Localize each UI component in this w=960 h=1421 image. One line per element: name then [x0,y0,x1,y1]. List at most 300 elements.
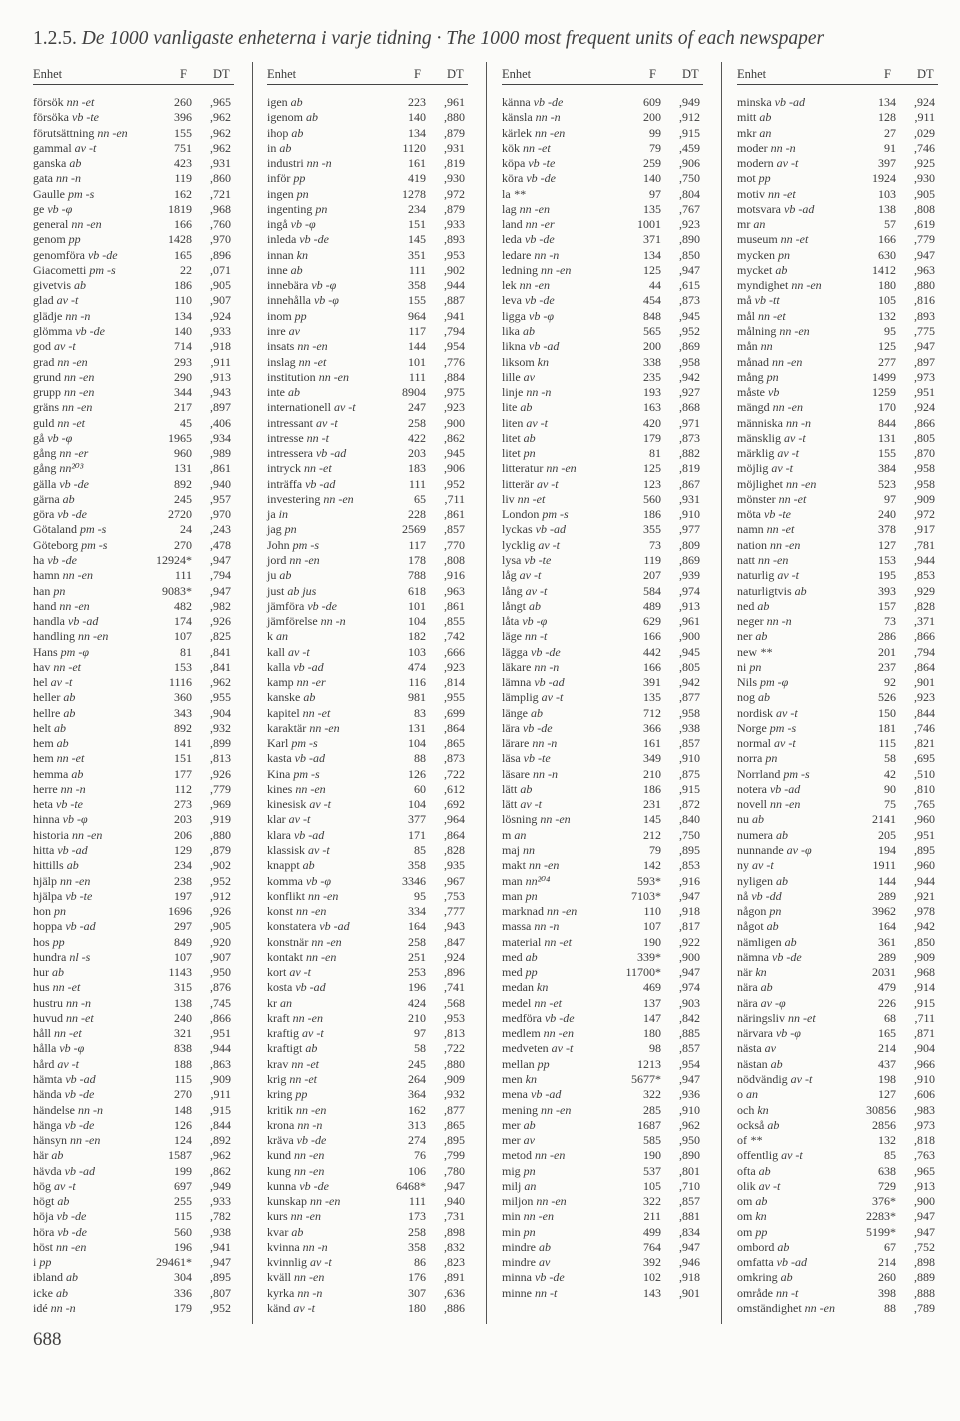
frequency-cell: 593* [637,873,661,888]
unit-tag: nn -n [526,385,552,400]
unit-word: ihop [267,125,289,140]
dispersion-cell: ,955 [210,690,231,705]
dispersion-cell: ,864 [444,827,465,842]
dispersion-cell: ,970 [210,232,231,247]
frequency-cell: 91 [884,140,896,155]
table-row [737,919,938,934]
unit-word: givetvis [33,278,71,293]
unit-tag: pn [523,1224,536,1239]
column-rows [737,95,938,1316]
table-row [267,461,468,476]
table-row [502,278,703,293]
unit-word: hävda [33,1163,62,1178]
unit-cell [33,919,96,934]
frequency-cell: 124 [174,1133,192,1148]
unit-cell [737,553,788,568]
unit-word: lång [502,583,523,598]
table-row [502,339,703,354]
unit-tag: ab [288,385,300,400]
frequency-cell: 392 [643,1255,661,1270]
table-row [737,1209,938,1224]
unit-tag: nn -n [535,110,561,125]
unit-word: innehålla [267,293,311,308]
table-row [502,950,703,965]
unit-word: ligga [502,308,526,323]
unit-cell [737,263,787,278]
unit-word: försöka [33,110,69,125]
unit-tag: av -t [784,430,806,445]
frequency-cell: 848 [643,308,661,323]
unit-word: läsa [502,751,521,766]
frequency-cell: 245 [174,491,192,506]
unit-word: ja [267,507,276,522]
unit-cell [737,339,773,354]
unit-tag: ab [520,400,533,415]
frequency-cell: 270 [174,537,192,552]
dispersion-cell: ,885 [679,1026,700,1041]
frequency-cell: 153 [174,659,192,674]
table-row [737,599,938,614]
unit-word: kund [267,1148,291,1163]
unit-word: kort [267,965,287,980]
frequency-cell: 126 [174,1117,192,1132]
frequency-cell: 117 [408,537,426,552]
dispersion-cell: ,746 [914,720,935,735]
unit-tag: ab [780,1270,793,1285]
table-row [737,431,938,446]
unit-word: låta [502,614,520,629]
unit-cell [502,782,532,797]
table-row [267,797,468,812]
frequency-cell: 11700* [625,965,661,980]
dispersion-cell: ,952 [210,1300,231,1315]
unit-word: likna [502,339,526,354]
unit-tag: vb -de [526,171,556,186]
unit-word: lek [502,278,517,293]
unit-cell [502,1225,536,1240]
unit-word: in [267,140,277,155]
unit-cell [267,461,332,476]
unit-word: hög [33,1178,51,1193]
unit-tag: nn -n [65,308,91,323]
dispersion-cell: ,947 [914,339,935,354]
table-row [737,1133,938,1148]
table-row [33,1133,234,1148]
dispersion-cell: ,406 [210,415,231,430]
column-rows [267,95,468,1316]
table-row [267,1057,468,1072]
dispersion-cell: ,914 [914,980,935,995]
unit-word: gammal [33,140,72,155]
dispersion-cell: ,944 [914,873,935,888]
frequency-cell: 523 [878,476,896,491]
dispersion-cell: ,807 [210,1285,231,1300]
unit-cell [33,309,90,324]
table-row [267,324,468,339]
unit-word: kräva [267,1133,294,1148]
table-row [737,751,938,766]
unit-tag: ab [302,858,315,873]
table-row [502,416,703,431]
frequency-cell: 119 [643,552,661,567]
dispersion-cell: ,710 [679,1178,700,1193]
dispersion-cell: ,816 [914,293,935,308]
unit-word: liten [502,415,524,430]
table-row [737,202,938,217]
unit-word: kinesisk [267,797,307,812]
frequency-cell: 1278 [402,186,426,201]
table-row [267,812,468,827]
dispersion-cell: ,910 [679,1102,700,1117]
unit-cell [502,187,526,202]
dispersion-cell: ,911 [210,1087,231,1102]
unit-word: lära [502,720,520,735]
frequency-cell: 560 [643,491,661,506]
unit-tag: nn -et [768,186,796,201]
unit-tag: ab [757,598,770,613]
dispersion-cell: ,963 [914,262,935,277]
frequency-cell: 844 [878,415,896,430]
unit-word: ingenting [267,201,313,216]
table-row [267,1286,468,1301]
unit-word: ni [737,659,747,674]
unit-word: mindre [502,1255,536,1270]
unit-tag: nn -er [296,675,326,690]
unit-cell [267,431,329,446]
dispersion-cell: ,923 [914,690,935,705]
dispersion-cell: ,972 [914,507,935,522]
unit-tag: nn -n [297,1285,323,1300]
dispersion-cell: ,974 [679,583,700,598]
frequency-cell: 183 [408,461,426,476]
dispersion-cell: ,962 [210,125,231,140]
dispersion-cell: ,711 [914,1010,935,1025]
unit-cell [737,1057,783,1072]
dispersion-cell: ,953 [444,247,465,262]
dispersion-cell: ,864 [914,659,935,674]
unit-word: mindre [502,1239,536,1254]
unit-tag: nn -n [766,614,792,629]
unit-tag: nn -et [523,140,551,155]
frequency-cell: 240 [878,507,896,522]
dispersion-cell: ,905 [914,186,935,201]
unit-tag: ab [759,110,772,125]
unit-tag: ab [71,766,84,781]
unit-tag: nn -et [66,1010,94,1025]
table-row [502,1072,703,1087]
dispersion-cell: ,862 [444,430,465,445]
dispersion-cell: ,916 [444,568,465,583]
frequency-cell: 165 [878,1026,896,1041]
dispersion-cell: ,942 [914,919,935,934]
unit-cell [33,187,94,202]
table-row [33,95,234,110]
dispersion-cell: ,911 [210,354,231,369]
dispersion-cell: ,721 [210,186,231,201]
table-row [737,370,938,385]
dispersion-cell: ,929 [914,583,935,598]
unit-tag: av -t [302,1026,324,1041]
unit-tag: av -t [288,644,310,659]
dispersion-cell: ,850 [914,934,935,949]
unit-word: mängd [737,400,770,415]
unit-tag: nn -et [534,995,562,1010]
frequency-cell: 179 [643,430,661,445]
frequency-cell: 86 [414,1255,426,1270]
unit-cell [33,385,94,400]
unit-tag: ab [69,156,82,171]
dispersion-cell: ,949 [210,1178,231,1193]
dispersion-cell: ,890 [679,1148,700,1163]
unit-tag: nn -et [57,415,85,430]
unit-cell [502,1103,571,1118]
table-row [737,950,938,965]
frequency-cell: 1911 [872,858,896,873]
dispersion-cell: ,781 [914,537,935,552]
table-row [737,812,938,827]
table-row [502,1179,703,1194]
table-row [502,645,703,660]
unit-cell [737,1286,798,1301]
dispersion-cell: ,801 [679,1163,700,1178]
unit-cell [267,950,336,965]
frequency-cell: 134 [174,308,192,323]
dispersion-cell: ,891 [444,1270,465,1285]
unit-cell [737,629,767,644]
frequency-cell: 73 [649,537,661,552]
unit-word: hustru [33,995,63,1010]
unit-cell [33,1301,76,1316]
table-row [267,309,468,324]
unit-cell [502,767,558,782]
frequency-cell: 144 [408,339,426,354]
table-row [33,706,234,721]
unit-word: myndighet [737,278,789,293]
unit-tag: vb -ad [64,1163,95,1178]
unit-tag: pn [315,201,328,216]
unit-cell [737,1240,789,1255]
unit-cell [737,1179,780,1194]
unit-tag: av -t [525,583,548,598]
unit-tag: av [539,1255,551,1270]
dispersion-cell: ,900 [679,949,700,964]
unit-cell [737,1133,762,1148]
unit-word: kunna [267,1178,297,1193]
unit-word: lärare [502,736,530,751]
frequency-cell: 255 [174,1194,192,1209]
table-row [267,980,468,995]
unit-cell [502,1133,535,1148]
unit-cell [33,1103,103,1118]
table-row [33,1225,234,1240]
unit-cell [502,126,565,141]
unit-cell [737,1209,767,1224]
unit-cell [502,171,556,186]
unit-tag: av -t [54,1178,76,1193]
unit-tag: nn -n [77,1102,103,1117]
unit-cell [737,492,806,507]
frequency-cell: 358 [408,858,426,873]
dispersion-cell: ,867 [679,476,700,491]
unit-cell [502,156,555,171]
frequency-cell: 304 [174,1270,192,1285]
unit-tag: av -t [790,1072,813,1086]
frequency-cell: 176 [408,1270,426,1285]
unit-cell [737,751,777,766]
table-row [267,950,468,965]
unit-word: någon [737,904,767,919]
frequency-cell: 1116 [168,675,192,690]
frequency-cell: 253 [408,965,426,980]
table-row [267,965,468,980]
dispersion-cell: ,947 [210,583,231,598]
frequency-cell: 364 [408,1087,426,1102]
unit-tag: ** [750,1133,762,1148]
unit-tag: nn -en [71,217,102,232]
table-row [502,706,703,721]
unit-word: med [502,965,523,980]
dispersion-cell: ,841 [210,659,231,674]
dispersion-cell: ,071 [210,262,231,277]
unit-word: internationell [267,400,331,415]
unit-word: mr [737,217,751,232]
unit-cell [267,400,356,415]
unit-tag: av -t [776,705,798,720]
dispersion-cell: ,958 [914,461,935,476]
frequency-cell: 135 [643,201,661,216]
unit-cell [502,1087,561,1102]
unit-word: märklig [737,446,775,461]
dispersion-cell: ,888 [914,1285,935,1300]
table-row [502,1118,703,1133]
table-row [737,339,938,354]
unit-cell [502,293,555,308]
unit-word: Göteborg [33,537,79,552]
unit-tag: nn -en [78,629,109,644]
unit-tag: ab [57,1194,70,1209]
unit-cell [737,416,811,431]
unit-cell [737,1194,767,1209]
unit-tag: pn [523,1163,536,1178]
unit-cell [33,629,108,644]
unit-tag: ab [539,1239,551,1254]
unit-cell [502,507,569,522]
table-row [737,1164,938,1179]
unit-cell [267,507,288,522]
unit-cell [502,1286,557,1301]
frequency-cell: 397 [878,156,896,171]
table-row [33,507,234,522]
table-row [267,904,468,919]
unit-word: kvinna [267,1239,300,1254]
table-row [737,1225,938,1240]
table-row [267,553,468,568]
unit-word: naturlig [737,568,775,583]
table-row [33,843,234,858]
unit-word: ledning [502,262,538,277]
frequency-cell: 186 [643,781,661,796]
dispersion-cell: ,919 [210,812,231,827]
table-row [267,477,468,492]
frequency-cell: 398 [878,1285,896,1300]
table-column-2 [267,62,468,1324]
unit-word: nu [737,812,749,827]
frequency-cell: 138 [878,201,896,216]
table-row [737,1103,938,1118]
unit-tag: vb -φ [290,217,316,232]
section-title: De 1000 vanligaste enheterna i varje tidning · The 1000 most frequent units of each newspaper [81,28,825,49]
column-divider [252,62,253,1324]
unit-word: mitt [737,110,757,125]
unit-tag: nn -en [97,125,128,140]
header-unit: Enhet [267,67,297,81]
unit-word: möta [737,507,761,522]
table-row [502,767,703,782]
unit-cell [502,232,555,247]
frequency-cell: 111 [408,369,426,384]
unit-cell [33,110,99,125]
dispersion-cell: ,909 [914,491,935,506]
unit-tag: vb -de [57,1224,87,1239]
unit-word: nordisk [737,705,773,720]
dispersion-cell: ,941 [444,308,465,323]
dispersion-cell: ,892 [210,1133,231,1148]
unit-tag: av [523,369,535,384]
dispersion-cell: ,933 [210,1194,231,1209]
frequency-cell: 366 [643,720,661,735]
frequency-cell: 111 [408,476,426,491]
table-row [33,202,234,217]
dispersion-cell: ,905 [210,278,231,293]
unit-cell [33,278,86,293]
unit-tag: nn -n [320,614,346,629]
unit-cell [33,1011,94,1026]
frequency-cell: 162 [408,1102,426,1117]
unit-tag: an [280,995,292,1010]
unit-cell [502,1118,536,1133]
unit-tag: kn [296,247,308,262]
unit-cell [737,461,793,476]
unit-tag: vb -te [528,156,556,171]
frequency-cell: 384 [878,461,896,476]
dispersion-cell: ,861 [444,507,465,522]
dispersion-cell: ,940 [444,1194,465,1209]
dispersion-cell: ,896 [444,965,465,980]
table-row [502,309,703,324]
unit-word: maj [502,843,520,858]
table-row [267,232,468,247]
dispersion-cell: ,958 [679,354,700,369]
table-row [502,1026,703,1041]
unit-cell [267,736,318,751]
table-row [267,110,468,125]
frequency-cell: 585 [643,1133,661,1148]
unit-tag: nn -en [296,904,327,919]
dispersion-cell: ,884 [444,369,465,384]
dispersion-cell: ,765 [914,797,935,812]
unit-cell [33,522,106,537]
unit-tag: nn -en [804,1300,835,1315]
table-row [502,202,703,217]
dispersion-cell: ,695 [914,751,935,766]
unit-tag: vb -φ [47,430,73,445]
dispersion-cell: ,879 [444,125,465,140]
dispersion-cell: ,821 [914,736,935,751]
dispersion-cell: ,931 [679,491,700,506]
table-row [502,217,703,232]
unit-tag: av -t [56,293,79,308]
frequency-cell: 560 [174,1224,192,1239]
